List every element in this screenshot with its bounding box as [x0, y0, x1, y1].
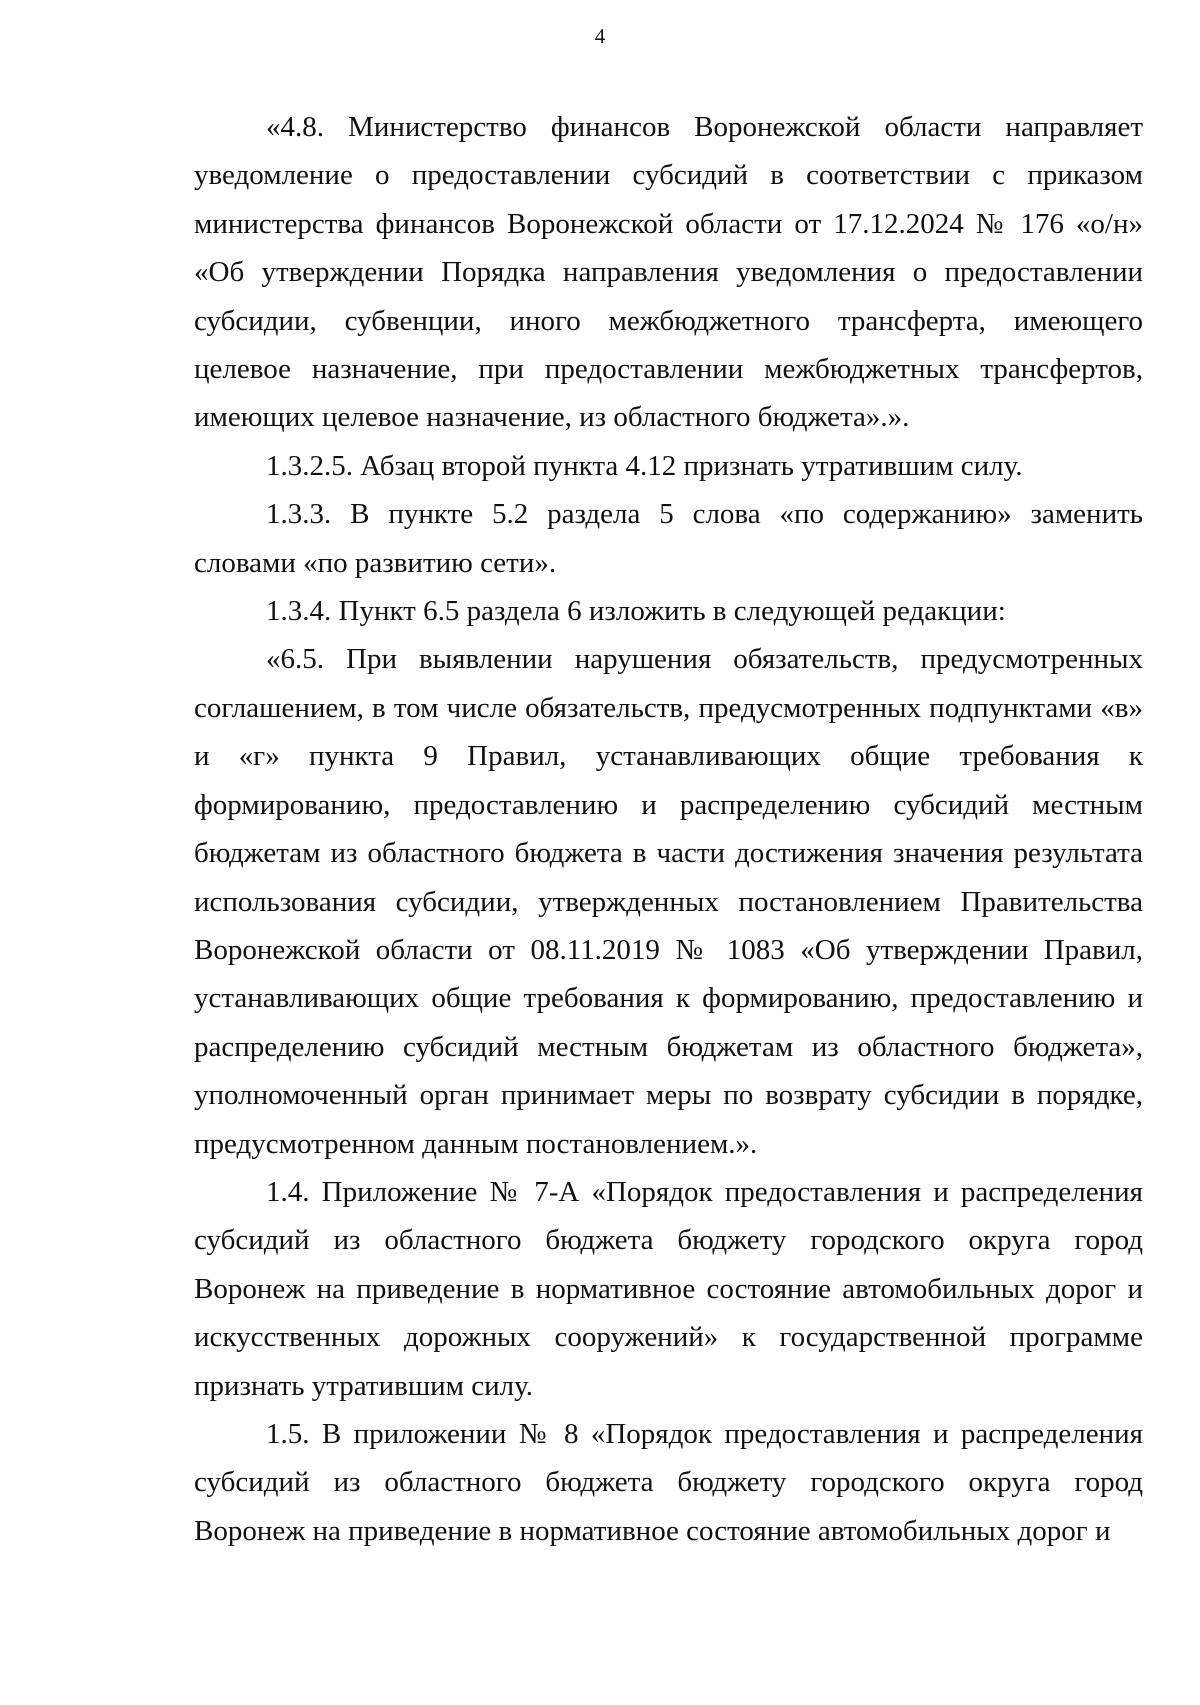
- document-body: [194, 103, 1143, 1555]
- paragraph-1-3-4: 1.3.4. Пункт 6.5 раздела 6 изложить в следующей редакции:: [266, 595, 1006, 628]
- paragraph-1-5: 1.5. В приложении № 8 «Порядок предоставления и распределения субсидий из областного бюджета бюджету городского округа город Воронеж на приведение в нормативное состояние автомобильных дорог и: [194, 1417, 1143, 1547]
- page-number: 4: [594, 24, 606, 48]
- paragraph-4-8: «4.8. Министерство финансов Воронежской области направляет уведомление о предоставлении субсидий в соответствии с приказом министерства финансов Воронежской области от 17.12.2024 № 176 «о/н» «Об утверждении Порядка направления уведомления о предоставлении субсидии, субвенции, иного межбюджетного трансферта, имеющего целевое назначение, при предоставлении межбюджетных трансфертов, имеющих целевое назначение, из областного бюджета».».: [194, 111, 1143, 434]
- paragraph-1-3-2-5: 1.3.2.5. Абзац второй пункта 4.12 признать утратившим силу.: [266, 449, 1023, 482]
- paragraph-1-4: 1.4. Приложение № 7-А «Порядок предоставления и распределения субсидий из областного бюджета бюджету городского округа город Воронеж на приведение в нормативное состояние автомобильных дорог и искусственных дорожных сооружений» к государственной программе признать утратившим силу.: [194, 1175, 1143, 1402]
- paragraph-1-3-3: 1.3.3. В пункте 5.2 раздела 5 слова «по содержанию» заменить словами «по развитию сети».: [194, 498, 1143, 579]
- paragraph-6-5: «6.5. При выявлении нарушения обязательств, предусмотренных соглашением, в том числе обязательств, предусмотренных подпунктами «в» и «г» пункта 9 Правил, устанавливающих общие требования к формированию, предоставлению и распределению субсидий местным бюджетам из областного бюджета в части достижения значения результата использования субсидии, утвержденных постановлением Правительства Воронежской области от 08.11.2019 № 1083 «Об утверждении Правил, устанавливающих общие требования к формированию, предоставлению и распределению субсидий местным бюджетам из областного бюджета», уполномоченный орган принимает меры по возврату субсидии в порядке, предусмотренном данным постановлением.».: [194, 643, 1143, 1160]
